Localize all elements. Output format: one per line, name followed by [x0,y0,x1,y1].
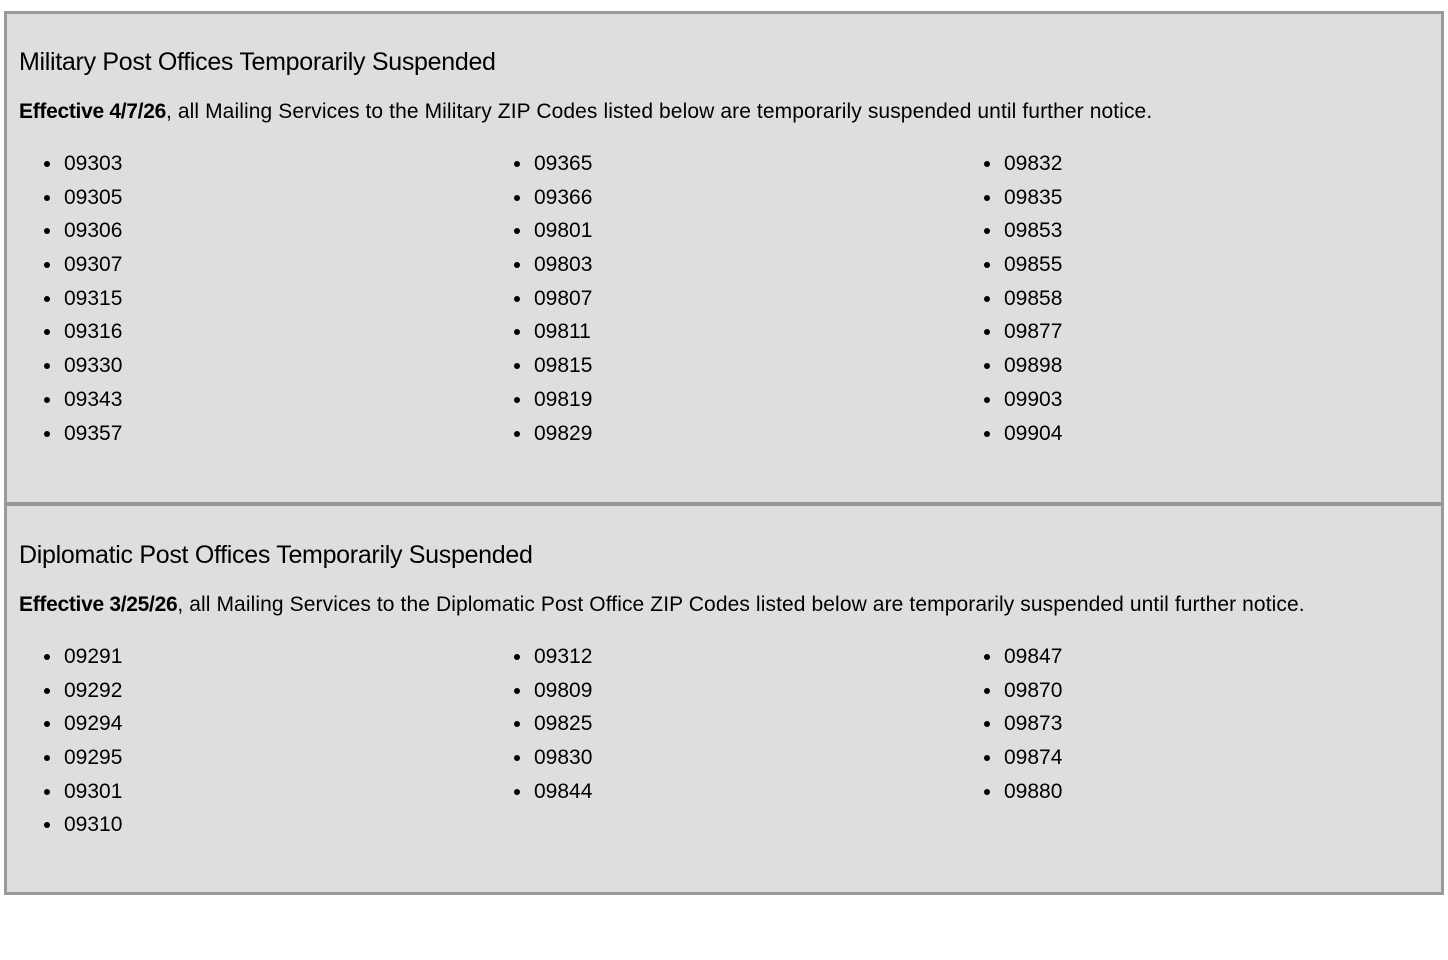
bullet-icon [514,755,520,761]
bullet-icon [44,363,50,369]
zip-code: 09832 [1004,152,1063,175]
bullet-icon [44,721,50,727]
bullet-icon [44,755,50,761]
zip-list-item [959,315,1062,349]
bullet-icon [514,161,520,167]
zip-code: 09880 [1004,779,1063,803]
zip-code: 09292 [64,678,123,702]
zip-code: 09874 [1004,746,1063,770]
zip-list-item [19,147,122,181]
zip-code: 09807 [534,286,593,310]
zip-list-item [489,147,592,181]
zip-list-item [19,640,122,674]
bullet-icon [984,262,990,268]
bullet-icon [514,688,520,694]
diplomatic-title: Diplomatic Post Offices Temporarily Suspended [19,541,533,569]
bullet-icon [984,688,990,694]
zip-code: 09315 [64,286,123,310]
zip-code: 09306 [64,219,123,243]
zip-code: 09310 [64,813,123,837]
bullet-icon [514,397,520,403]
bullet-icon [44,195,50,201]
zip-list-item [19,775,122,809]
zip-list-item [489,248,592,282]
zip-list-item [959,775,1062,809]
bullet-icon [514,789,520,795]
bullet-icon [44,228,50,234]
zip-code: 09301 [64,779,123,803]
zip-code: 09870 [1004,678,1063,702]
zip-code: 09815 [534,354,593,378]
zip-code: 09811 [534,320,591,344]
military-effective-date: Effective 4/7/26 [19,100,166,123]
bullet-icon [984,789,990,795]
diplomatic-effective-date: Effective 3/25/26 [19,593,178,616]
zip-list-item [489,707,592,741]
zip-list-item [489,282,592,316]
zip-list-item [19,741,122,775]
diplomatic-suspension-panel [4,503,1444,895]
zip-list-item [959,383,1062,417]
zip-list-item [19,349,122,383]
zip-list-item [489,349,592,383]
bullet-icon [514,296,520,302]
zip-code: 09847 [1004,645,1063,668]
bullet-icon [514,195,520,201]
zip-list-item [489,315,592,349]
bullet-icon [514,721,520,727]
zip-list-item [19,674,122,708]
bullet-icon [984,296,990,302]
zip-list-item [959,417,1062,451]
diplomatic-notice-text: , all Mailing Services to the Diplomatic Post Office ZIP Codes listed below are temporarily suspended until further notice. [177,593,1305,616]
bullet-icon [984,161,990,167]
zip-code: 09904 [1004,421,1063,445]
zip-code: 09844 [534,779,593,803]
zip-list-item [489,775,592,809]
diplomatic-zip-list-1 [19,640,122,842]
zip-list-item [959,674,1062,708]
bullet-icon [44,431,50,437]
zip-list-item [19,214,122,248]
diplomatic-zip-columns [19,640,1441,960]
zip-code: 09858 [1004,286,1063,310]
bullet-icon [514,431,520,437]
zip-code: 09835 [1004,185,1063,209]
zip-code: 09829 [534,421,593,445]
zip-list-item [959,640,1062,674]
zip-list-item [19,417,122,451]
bullet-icon [984,755,990,761]
bullet-icon [514,262,520,268]
zip-list-item [489,674,592,708]
bullet-icon [44,789,50,795]
military-zip-columns [19,147,1441,467]
zip-code: 09316 [64,320,123,344]
zip-list-item [959,741,1062,775]
zip-list-item [959,214,1062,248]
bullet-icon [44,397,50,403]
zip-code: 09898 [1004,354,1063,378]
zip-code: 09330 [64,354,123,378]
bullet-icon [44,329,50,335]
diplomatic-notice [19,592,1441,618]
zip-code: 09855 [1004,253,1063,277]
zip-code: 09809 [534,678,593,702]
zip-code: 09825 [534,712,593,736]
diplomatic-zip-list-2 [489,640,592,808]
zip-code: 09819 [534,387,593,411]
zip-code: 09307 [64,253,123,277]
zip-code: 09295 [64,746,123,770]
zip-list-item [19,808,122,842]
zip-code: 09305 [64,185,123,209]
bullet-icon [44,161,50,167]
bullet-icon [984,654,990,660]
zip-list-item [19,248,122,282]
zip-list-item [959,147,1062,181]
zip-list-item [959,349,1062,383]
bullet-icon [984,329,990,335]
bullet-icon [984,721,990,727]
zip-list-item [19,282,122,316]
zip-list-item [489,741,592,775]
bullet-icon [984,431,990,437]
zip-list-item [959,181,1062,215]
bullet-icon [44,262,50,268]
zip-code: 09291 [64,645,123,668]
zip-list-item [19,181,122,215]
zip-code: 09312 [534,645,593,668]
zip-list-item [959,248,1062,282]
zip-code: 09294 [64,712,123,736]
bullet-icon [514,228,520,234]
bullet-icon [984,195,990,201]
zip-list-item [489,214,592,248]
bullet-icon [44,688,50,694]
bullet-icon [514,329,520,335]
military-suspension-panel [4,11,1444,505]
bullet-icon [984,228,990,234]
bullet-icon [984,363,990,369]
zip-list-item [489,640,592,674]
bullet-icon [44,296,50,302]
zip-list-item [489,417,592,451]
bullet-icon [984,397,990,403]
zip-code: 09903 [1004,387,1063,411]
zip-code: 09853 [1004,219,1063,243]
bullet-icon [44,654,50,660]
zip-list-item [959,707,1062,741]
military-notice [19,99,1441,125]
zip-list-item [19,315,122,349]
zip-code: 09803 [534,253,593,277]
zip-code: 09877 [1004,320,1063,344]
bullet-icon [514,363,520,369]
zip-code: 09357 [64,421,123,445]
zip-code: 09343 [64,387,123,411]
zip-list-item [19,383,122,417]
military-zip-list-3 [959,147,1062,450]
diplomatic-zip-list-3 [959,640,1062,808]
bullet-icon [44,822,50,828]
zip-list-item [489,181,592,215]
military-notice-text: , all Mailing Services to the Military ZIP Codes listed below are temporarily suspended until further notice. [165,100,1153,123]
zip-code: 09801 [534,219,593,243]
zip-list-item [19,707,122,741]
zip-code: 09830 [534,746,593,770]
zip-code: 09366 [534,185,593,209]
zip-list-item [489,383,592,417]
zip-code: 09365 [534,152,593,175]
military-title: Military Post Offices Temporarily Suspended [19,48,496,76]
bullet-icon [514,654,520,660]
military-zip-list-2 [489,147,592,450]
zip-code: 09303 [64,152,123,175]
zip-code: 09873 [1004,712,1063,736]
zip-list-item [959,282,1062,316]
military-zip-list-1 [19,147,122,450]
